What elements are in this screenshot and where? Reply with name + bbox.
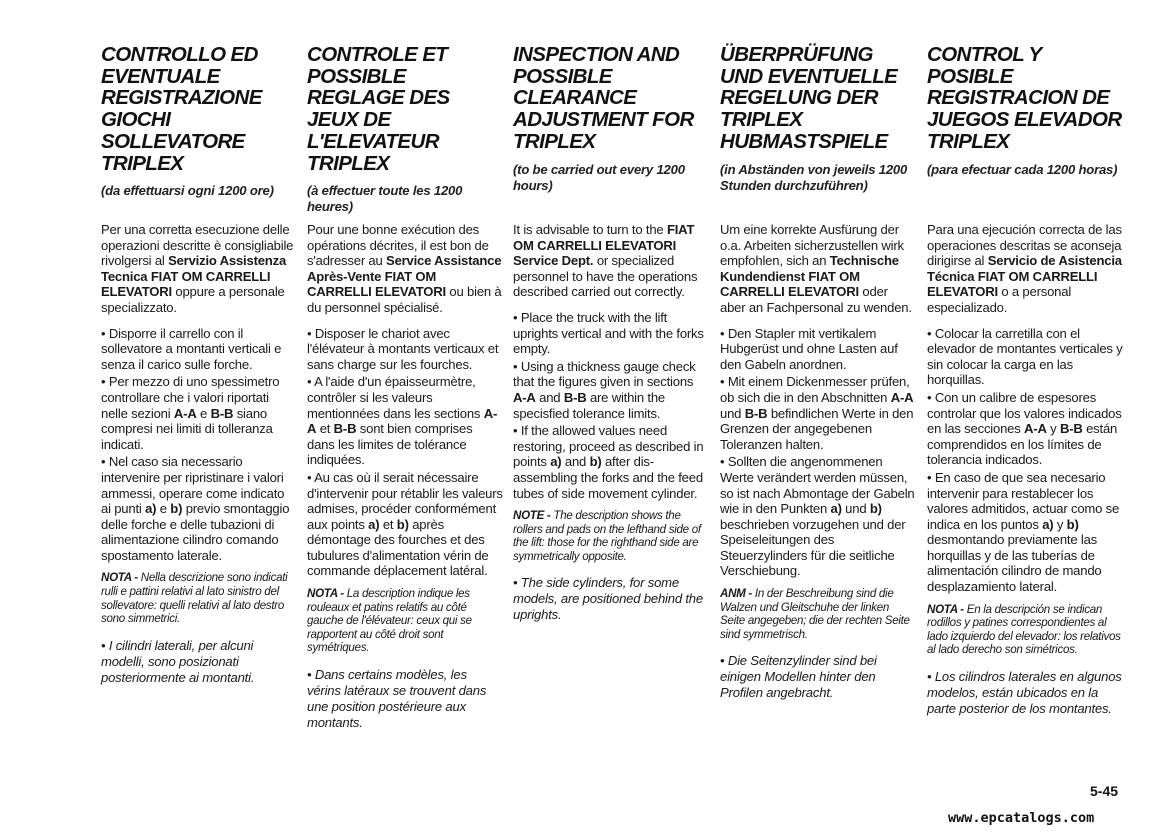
note-paragraph: [927, 603, 1123, 657]
instruction-bullet: [927, 470, 1123, 595]
language-column: [101, 43, 297, 685]
instruction-bullet: [720, 454, 916, 579]
bullet-text: b): [396, 516, 409, 532]
bullet-text: • Mit einem Dickenmesser prüfen, ob sich die in den Abschnitten: [720, 374, 910, 405]
bullet-text: B-B: [333, 421, 357, 437]
bullet-text: desmontando previamente las horquillas y de las tuberías de alimentación cilindro de mando desplazamiento lateral.: [927, 532, 1102, 595]
bullet-text: b): [170, 501, 183, 517]
intro-text: Servizio Assistenza Tecnica FIAT OM CARRELLI ELEVATORI: [101, 253, 287, 300]
interval-subtitle: (to be carried out every 1200 hours): [513, 161, 685, 193]
bullet-text: et: [316, 421, 334, 437]
bullet-text: • Colocar la carretilla con el elevador de montantes verticales y sin colocar la carga en las horquillas.: [927, 325, 1123, 388]
intro-text: oder aber an Fachpersonal zu wenden.: [720, 284, 912, 315]
bullet-text: y: [1046, 421, 1060, 437]
side-cylinder-note: • The side cylinders, for some models, are positioned behind the uprights.: [513, 575, 703, 623]
intro-text: Servicio de Asistencia Técnica FIAT OM CARRELLI ELEVATORI: [927, 253, 1122, 300]
interval-subtitle: (in Abständen von jeweils 1200 Stunden durchzuführen): [720, 161, 908, 193]
interval-subtitle: (da effettuarsi ogni 1200 ore): [101, 183, 274, 199]
note-label: NOTA -: [307, 587, 344, 601]
bullet-text: B-B: [1059, 421, 1083, 437]
bullet-text: a): [1042, 516, 1054, 532]
bullet-text: • Disporre il carrello con il sollevatore a montanti verticali e senza il carico sulle forche.: [101, 325, 282, 372]
side-cylinder-note: • Los cilindros laterales en algunos modelos, están ubicados en la parte posterior de los montantes.: [927, 669, 1122, 717]
bullet-text: siano compresi nei limiti di tolleranza indicati.: [101, 405, 273, 452]
intro-text: FIAT OM CARRELLI ELEVATORI Service Dept.: [513, 222, 695, 269]
note-paragraph: [101, 571, 297, 625]
bullet-text: b): [589, 454, 602, 470]
bullet-text: A-A: [173, 405, 197, 421]
side-cylinder-note: • I cilindri laterali, per alcuni modelli, sono posizionati posteriormente ai montanti.: [101, 637, 255, 685]
language-column: [927, 43, 1123, 717]
instruction-bullet: [101, 374, 297, 452]
bullet-text: are within the specisfied tolerance limits.: [513, 389, 666, 421]
bullet-text: befindlichen Werte in den Grenzen der angegebenen Toleranzen halten.: [720, 405, 914, 452]
bullet-text: y: [1053, 516, 1067, 532]
section-title: CONTROLE ET POSSIBLE REGLAGE DES JEUX DE L'ELEVATEUR TRIPLEX: [307, 43, 450, 175]
bullet-text: b): [869, 501, 882, 517]
note-text: The description shows the rollers and pads on the lefthand side of the lift: those for the righthand side are symmetrically opposite.: [513, 509, 701, 563]
bullet-text: • Sollten die angenommenen Werte verändert werden müssen, so ist nach Abmontage der Gabeln wie in den Punkten: [720, 454, 915, 517]
bullet-text: • Place the truck with the lift uprights vertical and with the forks empty.: [513, 309, 704, 357]
bullet-text: B-B: [563, 389, 587, 405]
bullet-text: A-A: [890, 389, 914, 405]
intro-paragraph: [513, 222, 709, 300]
bullet-text: • If the allowed values need restoring, proceed as described in points: [513, 423, 704, 470]
instruction-bullet: [307, 374, 503, 468]
bullet-text: B-B: [744, 405, 768, 421]
bullet-text: • Con un calibre de espesores controlar que los valores indicados en las secciones: [927, 389, 1122, 437]
intro-paragraph: [927, 222, 1123, 316]
note-paragraph: [720, 587, 916, 641]
bullet-text: • Per mezzo di uno spessimetro controllare che i valori riportati nelle sezioni: [101, 374, 280, 421]
column-body: [101, 222, 297, 686]
bullet-text: und: [841, 501, 870, 517]
bullet-text: b): [1066, 516, 1079, 532]
bullet-text: • En caso de que sea necesario intervenir para restablecer los valores admitidos, actuar como se indica en los puntos: [927, 469, 1120, 532]
bullet-text: a): [368, 516, 380, 532]
watermark-text: www.epcatalogs.com: [948, 810, 1095, 826]
bullet-text: a): [550, 454, 562, 470]
bullet-text: A-A: [1024, 421, 1047, 437]
interval-subtitle: (para efectuar cada 1200 horas): [927, 161, 1118, 177]
intro-text: o a personal especializado.: [927, 284, 1072, 315]
page-number: 5-45: [1090, 783, 1119, 799]
note-paragraph: [513, 509, 709, 563]
side-cylinder-note: • Dans certains modèles, les vérins latéraux se trouvent dans une position postérieure aux montants.: [307, 667, 487, 731]
note-text: En la descripción se indican rodillos y patines correspondientes al lado izquierdo del elevador: los relativos al lado derecho son simétricos.: [927, 602, 1121, 657]
bullet-text: • Den Stapler mit vertikalem Hubgerüst und ohne Lasten auf den Gabeln anordnen.: [720, 325, 898, 372]
bullet-text: après démontage des fourches et des tubulures d'alimentation vérin de commande déplacement latéral.: [307, 516, 489, 579]
side-cylinder-note: • Die Seitenzylinder sind bei einigen Modellen hinter den Profilen angebracht.: [720, 653, 877, 701]
bullet-text: • Using a thickness gauge check that the figures given in sections: [513, 358, 696, 390]
column-body: [720, 222, 916, 701]
bullet-text: • Nel caso sia necessario intervenire per ripristinare i valori ammessi, operare come indicato ai punti: [101, 454, 285, 517]
bullet-text: and: [561, 454, 590, 470]
intro-text: Per una corretta esecuzione delle operazioni descritte è consigliabile rivolgersi al: [101, 222, 294, 269]
intro-text: or specialized personnel to have the operations described carried out correctly.: [513, 253, 698, 300]
intro-paragraph: [307, 222, 503, 316]
intro-text: oppure a personale specializzato.: [101, 284, 285, 315]
intro-text: Um eine korrekte Ausfürung der o.a. Arbeiten sicherzustellen wirk empfohlen, sich an: [720, 222, 904, 269]
instruction-bullet: [513, 359, 709, 421]
bullet-text: A-A: [307, 405, 498, 437]
intro-text: Pour une bonne exécution des opérations décrites, il est bon de s'adresser au: [307, 222, 489, 269]
bullet-text: están comprendidos en los límites de tolerancia indicados.: [927, 421, 1118, 468]
intro-text: Technische Kundendienst FIAT OM CARRELLI ELEVATORI: [720, 253, 899, 300]
bullet-text: und: [720, 405, 745, 421]
bullet-text: and: [535, 389, 564, 405]
section-title: CONTROLLO ED EVENTUALE REGISTRAZIONE GIOCHI SOLLEVATORE TRIPLEX: [101, 43, 262, 175]
language-column: [307, 43, 503, 731]
instruction-bullet: [927, 390, 1123, 468]
intro-paragraph: [101, 222, 297, 316]
note-paragraph: [307, 587, 503, 655]
note-label: NOTE -: [513, 509, 551, 523]
note-label: ANM -: [720, 587, 752, 601]
intro-text: It is advisable to turn to the: [513, 222, 667, 237]
bullet-text: e: [156, 501, 171, 517]
bullet-text: a): [830, 501, 842, 517]
section-title: CONTROL Y POSIBLE REGISTRACION DE JUEGOS ELEVADOR TRIPLEX: [927, 43, 1122, 153]
intro-text: ou bien à du personnel spécialisé.: [307, 284, 502, 315]
instruction-bullet: [720, 326, 916, 373]
column-body: [307, 222, 503, 731]
instruction-bullet: [307, 470, 503, 579]
interval-subtitle: (à effectuer toute les 1200 heures): [307, 183, 463, 215]
note-label: NOTA -: [101, 571, 138, 585]
instruction-bullet: [307, 326, 503, 373]
column-body: [927, 222, 1123, 717]
intro-text: Service Assistance Après-Vente FIAT OM CARRELLI ELEVATORI: [307, 253, 502, 300]
note-text: La description indique les rouleaux et patins relatifs au côté gauche de l'élévateur: ceux qui se rapportent au côté droit sont symétriques.: [307, 587, 472, 655]
language-column: [720, 43, 916, 701]
note-text: In der Beschreibung sind die Walzen und Gleitschuhe der linken Seite angegeben; die der rechten Seite sind symmetrisch.: [720, 587, 910, 641]
bullet-text: a): [145, 501, 157, 517]
note-text: Nella descrizione sono indicati rulli e pattini relativi al lato sinistro del sollevatore: quelli relativi al lato destro sono simmetrici.: [101, 571, 288, 626]
instruction-bullet: [513, 423, 709, 501]
intro-text: Para una ejecución correcta de las operaciones descritas se aconseja dirigirse al: [927, 222, 1122, 269]
bullet-text: • Disposer le chariot avec l'élévateur à montants verticaux et sans charge sur les fourches.: [307, 325, 499, 372]
bullet-text: • A l'aide d'un épaisseurmètre, contrôler si les valeurs mentionnées dans les sections: [307, 374, 484, 421]
bullet-text: after dis-assembling the forks and the feed tubes of side movement cylinder.: [513, 454, 703, 501]
bullet-text: et: [379, 516, 397, 532]
column-body: [513, 222, 709, 623]
instruction-bullet: [720, 374, 916, 452]
bullet-text: e: [196, 405, 211, 421]
instruction-bullet: [101, 454, 297, 563]
bullet-text: previo smontaggio delle forche e delle tubazioni di alimentazione cilindro comando spostamento laterale.: [101, 501, 290, 563]
bullet-text: A-A: [513, 389, 536, 405]
section-title: INSPECTION AND POSSIBLE CLEARANCE ADJUSTMENT FOR TRIPLEX: [513, 43, 694, 153]
bullet-text: B-B: [210, 405, 234, 421]
language-column: [513, 43, 709, 623]
bullet-text: • Au cas où il serait nécessaire d'intervenir pour rétablir les valeurs admises, procéder conformément aux points: [307, 469, 503, 532]
instruction-bullet: [513, 310, 709, 357]
intro-paragraph: [720, 222, 916, 316]
instruction-bullet: [927, 326, 1123, 388]
bullet-text: sont bien comprises dans les limites de tolérance indiquées.: [307, 421, 473, 468]
section-title: ÜBERPRÜFUNG UND EVENTUELLE REGELUNG DER TRIPLEX HUBMASTSPIELE: [720, 43, 898, 153]
instruction-bullet: [101, 326, 297, 373]
bullet-text: beschrieben vorzugehen und der Speiseleitungen des Steuerzylinders für die seitliche Verschiebung.: [720, 516, 906, 579]
note-label: NOTA -: [927, 602, 964, 616]
